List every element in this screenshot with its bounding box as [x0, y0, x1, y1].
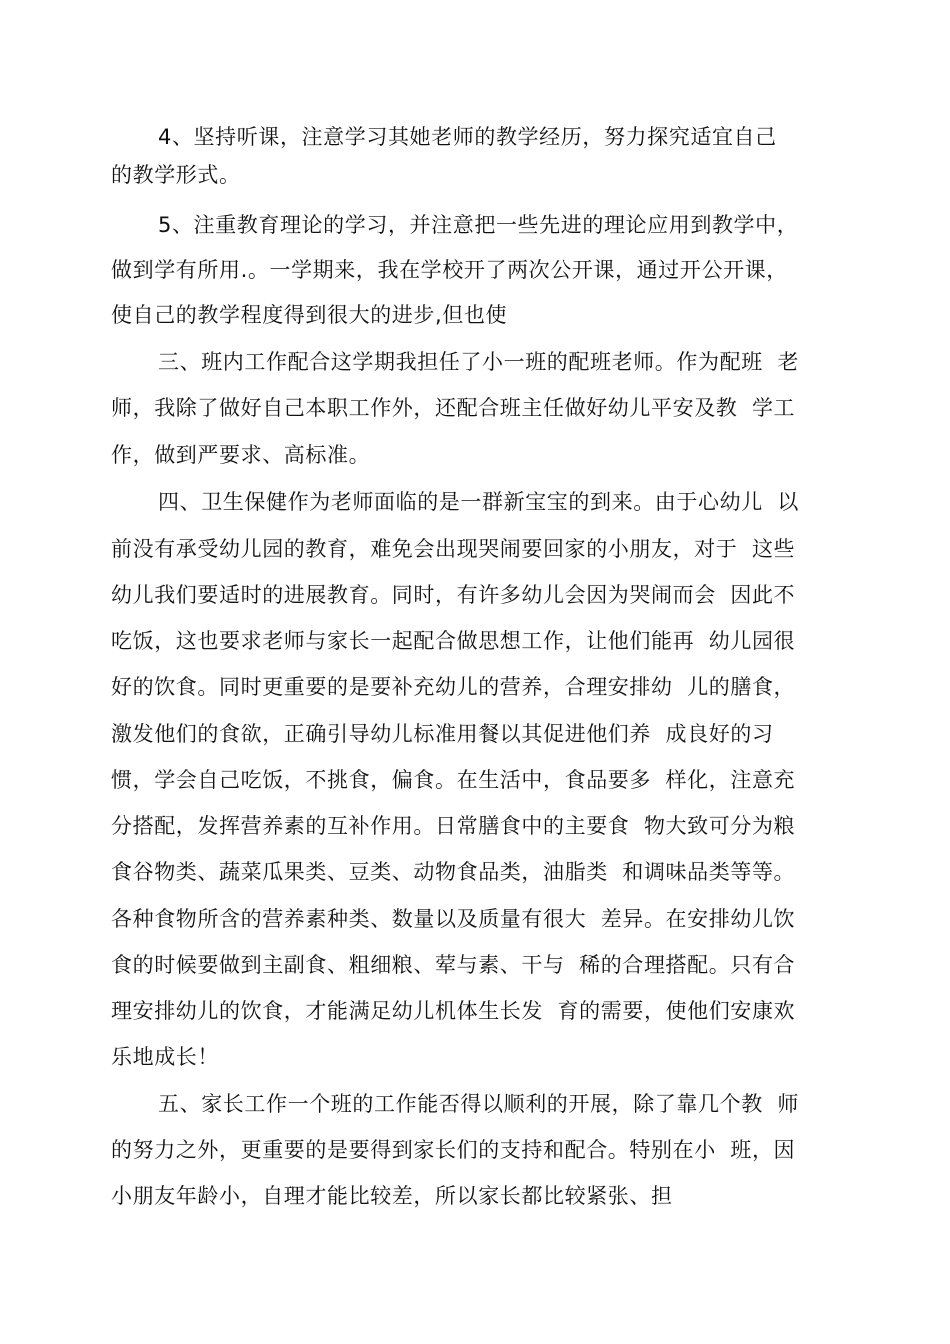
paragraph-line: 小朋友年龄小，自理才能比较差，所以家长都比较紧张、担: [111, 1184, 673, 1208]
paragraph-line: 激发他们的食欲，正确引导幼儿标准用餐以其促进他们养 成良好的习: [111, 722, 774, 746]
paragraph-line: 好的饮食。同时更重要的是要补充幼儿的营养，合理安排幼 儿的膳食，: [111, 675, 796, 699]
paragraph-line: 食谷物类、蔬菜瓜果类、豆类、动物食品类，油脂类 和调味品类等等。: [111, 860, 796, 884]
paragraph-line: 前没有承受幼儿园的教育，难免会出现哭闹要回家的小朋友，对于 这些: [111, 537, 796, 561]
paragraph-line: 各种食物所含的营养素种类、数量以及质量有很大 差异。在安排幼儿饮: [111, 907, 796, 931]
paragraph-line: 做到学有所用.。一学期来，我在学校开了两次公开课，通过开公开课，: [111, 258, 788, 282]
paragraph-line: 作，做到严要求、高标准。: [111, 443, 371, 467]
paragraph-line: 师，我除了做好自己本职工作外，还配合班主任做好幼儿平安及教 学工: [111, 396, 796, 420]
paragraph-line: 三、班内工作配合这学期我担任了小一班的配班老师。作为配班 老: [158, 350, 799, 374]
paragraph-line: 5、注重教育理论的学习，并注意把一些先进的理论应用到教学中，: [158, 213, 799, 237]
paragraph-line: 食的时候要做到主副食、粗细粮、荤与素、干与 稀的合理搭配。只有合: [111, 953, 796, 977]
paragraph-line: 乐地成长！: [111, 1045, 219, 1069]
paragraph-line: 的教学形式。: [111, 163, 241, 187]
paragraph-line: 4、坚持听课，注意学习其她老师的教学经历，努力探究适宜自己: [158, 125, 777, 149]
paragraph-line: 吃饭，这也要求老师与家长一起配合做思想工作，让他们能再 幼儿园很: [111, 629, 796, 653]
paragraph-line: 幼儿我们要适时的进展教育。同时，有许多幼儿会因为哭闹而会 因此不: [111, 583, 796, 607]
paragraph-line: 分搭配，发挥营养素的互补作用。日常膳食中的主要食 物大致可分为粮: [111, 814, 796, 838]
paragraph-line: 理安排幼儿的饮食，才能满足幼儿机体生长发 育的需要，使他们安康欢: [111, 999, 796, 1023]
paragraph-line: 使自己的教学程度得到很大的进步,但也使: [111, 303, 508, 327]
paragraph-line: 五、家长工作一个班的工作能否得以顺利的开展，除了靠几个教 师: [158, 1092, 799, 1116]
paragraph-line: 惯，学会自己吃饭，不挑食，偏食。在生活中，食品要多 样化，注意充: [111, 768, 796, 792]
paragraph-line: 的努力之外，更重要的是要得到家长们的支持和配合。特别在小 班，因: [111, 1138, 796, 1162]
paragraph-line: 四、卫生保健作为老师面临的是一群新宝宝的到来。由于心幼儿 以: [158, 490, 799, 514]
